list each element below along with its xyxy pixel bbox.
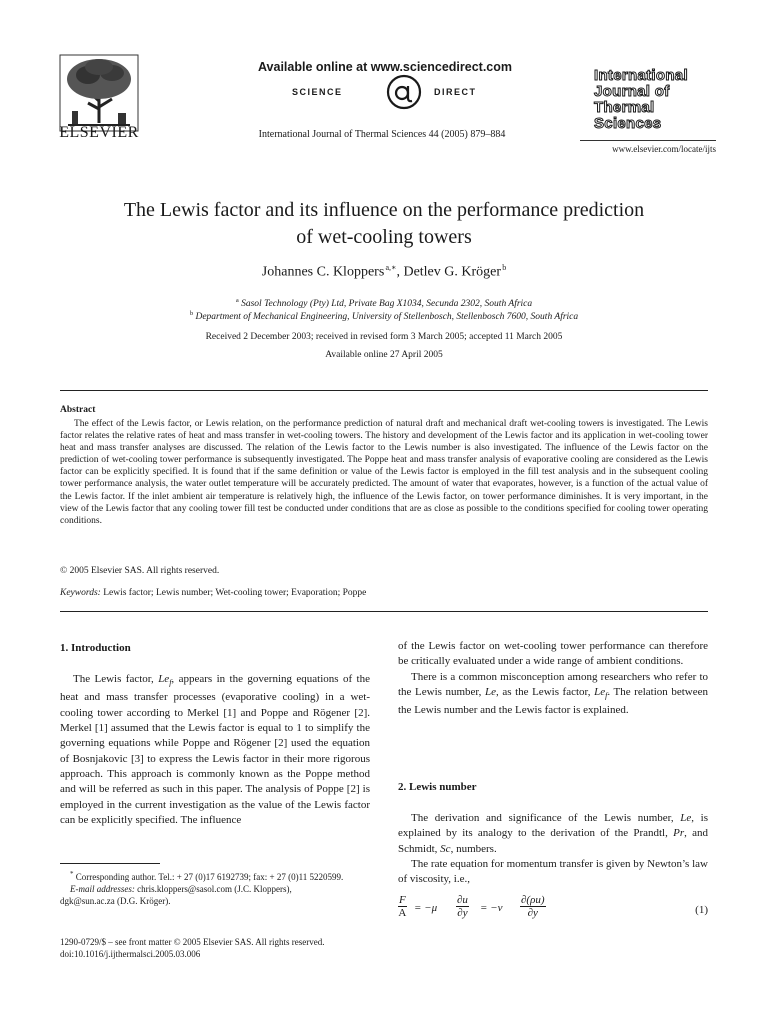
footnote-divider — [60, 863, 160, 864]
equation-operator: = −μ — [414, 902, 438, 914]
issn-block — [60, 936, 370, 961]
journal-logo-line: International — [594, 67, 688, 84]
section-heading-lewis-number: 2. Lewis number — [398, 781, 477, 793]
sd-direct-label: DIRECT — [434, 87, 477, 97]
equation-fraction: $\frac{F}{A}$ — [398, 894, 407, 919]
sciencedirect-at-icon — [384, 72, 424, 112]
equation-number: (1) — [695, 904, 708, 916]
issn-line: 1290-0729/$ – see front matter © 2005 Elsevier SAS. All rights reserved. — [60, 937, 325, 947]
paragraph: The rate equation for momentum transfer is given by Newton’s law of viscosity, i.e., — [398, 857, 708, 886]
email-label: E-mail addresses: — [70, 884, 135, 895]
sciencedirect-logo — [262, 78, 542, 110]
right-column-body — [398, 639, 708, 719]
abstract-bottom-rule — [60, 611, 708, 612]
paragraph: There is a common misconception among researchers who refer to the Lewis number, Le, as the Lewis factor, $Le_f$. The relation between the Lewis number and the Lewis factor is explained. — [398, 670, 708, 717]
sd-science-label: SCIENCE — [292, 87, 343, 97]
journal-logo-line: Sciences — [594, 115, 662, 132]
section-heading-introduction: 1. Introduction — [60, 642, 131, 654]
paragraph: of the Lewis factor on wet-cooling tower performance can therefore be critically evaluated under a wide range of ambient conditions. — [398, 640, 708, 668]
equation-1 — [398, 894, 708, 928]
journal-reference: International Journal of Thermal Sciences 44 (2005) 879–884 — [258, 129, 506, 140]
title-line-1: The Lewis factor and its influence on the performance prediction — [123, 199, 645, 221]
author-name[interactable]: Detlev G. Kröger — [403, 264, 502, 280]
footnote-mark: * — [70, 870, 74, 878]
affiliation-mark: b — [189, 310, 194, 317]
introduction-body — [60, 672, 370, 828]
keywords — [60, 588, 366, 598]
title-line-2: of wet-cooling towers — [296, 226, 472, 248]
affiliation-b — [60, 310, 708, 322]
lewis-number-body — [398, 811, 708, 887]
author-superscript: a,∗ — [385, 263, 397, 272]
equation-fraction: $\frac{\partial(\rho u)}{\partial y}$ — [521, 894, 545, 919]
journal-url[interactable]: www.elsevier.com/locate/ijts — [612, 144, 716, 154]
keywords-list: Lewis factor; Lewis number; Wet-cooling tower; Evaporation; Poppe — [103, 588, 367, 598]
footnote-text: Corresponding author. Tel.: + 27 (0)17 6192739; fax: + 27 (0)11 5220599. — [75, 872, 344, 882]
publisher-name: ELSEVIER — [59, 124, 139, 141]
author-separator: , — [396, 264, 404, 280]
abstract-copyright: © 2005 Elsevier SAS. All rights reserved. — [60, 566, 220, 576]
equation-fraction: $\frac{\partial u}{\partial y}$ — [457, 894, 468, 919]
paragraph: The derivation and significance of the Lewis number, Le, is explained by its analogy to the derivation of the Prandtl, Pr, and Schmidt, Sc, numbers. — [398, 812, 708, 855]
email-link[interactable]: dgk@sun.ac.za (D.G. Kröger). — [60, 896, 171, 907]
received-dates: Received 2 December 2003; received in revised form 3 March 2005; accepted 11 March 2005 — [205, 332, 563, 342]
author-name[interactable]: Johannes C. Kloppers — [261, 264, 385, 280]
affiliation-text: Sasol Technology (Pty) Ltd, Private Bag X1034, Secunda 2302, South Africa — [241, 299, 533, 310]
doi-link[interactable]: doi:10.1016/j.ijthermalsci.2005.03.006 — [60, 949, 201, 960]
author-list — [60, 263, 708, 281]
journal-logo — [594, 68, 716, 132]
journal-logo-line: Journal of — [594, 83, 670, 100]
paragraph: The Lewis factor, $Le_f$, appears in the governing equations of the heat and mass transfer processes (evaporative cooling) in a wet-cooling tower according to Merkel [1] and Poppe and Rögener [2]. Merkel [1] assumed that the Lewis factor is equal to 1 to simplify the governing equations while Poppe and Rögener [2] used the equation of Bosnjakovic [3] to express the Lewis factor in their more rigorous approach. This approach is commonly known as the Poppe method and will be referred as such in this paper. The analysis of Poppe [2] is employed in the current investigation as the value of the Lewis factor can be explicitly specified. The influence — [60, 673, 370, 826]
keywords-label: Keywords: — [60, 588, 101, 598]
available-online-date: Available online 27 April 2005 — [325, 350, 443, 360]
affiliation-mark: a — [235, 297, 239, 304]
journal-logo-divider — [580, 140, 716, 141]
abstract-text: The effect of the Lewis factor, or Lewis relation, on the performance prediction of natural draft and mechanical draft wet-cooling towers is investigated. The Lewis factor relates the relative rates of heat and mass transfer in wet-cooling towers. The history and development of the Lewis factor and its application in wet-cooling tower heat and mass transfer analyses are discussed. The relation of the Lewis factor to the Lewis number is also investigated. The influence of the Lewis factor on the prediction of wet-cooling tower performance is subsequently investigated. The Poppe heat and mass transfer analysis of evaporative cooling are considered as the Lewis factor can be explicitly specified. It is found that if the same definition or value of the Lewis factor is employed in the fill test analysis and in the subsequent cooling tower performance analysis, the water outlet temperature will be accurately predicted. The amount of water that evaporates, however, is a function of the actual value of the Lewis factor. If the inlet ambient air temperature is relatively high, the influence of the Lewis factor, on tower performance diminishes. It is very important, in the view of the Lewis factor that any cooling tower fill test be conducted under conditions that are as close as possible to the conditions specified for cooling tower operating conditions. — [60, 419, 708, 526]
author-superscript: b — [502, 263, 507, 272]
corresponding-author-footnote — [60, 868, 370, 908]
journal-logo-line: Thermal — [594, 99, 655, 116]
email-link[interactable]: chris.kloppers@sasol.com (J.C. Kloppers), — [137, 884, 292, 895]
article-title — [60, 197, 708, 251]
affiliation-a — [60, 297, 708, 309]
abstract-heading: Abstract — [60, 405, 96, 415]
affiliation-text: Department of Mechanical Engineering, University of Stellenbosch, Stellenbosch 7600, South Africa — [195, 312, 579, 323]
equation-operator: = −ν — [480, 902, 503, 914]
available-online-banner: Available online at www.sciencedirect.com — [257, 60, 513, 74]
abstract-top-rule — [60, 390, 708, 391]
